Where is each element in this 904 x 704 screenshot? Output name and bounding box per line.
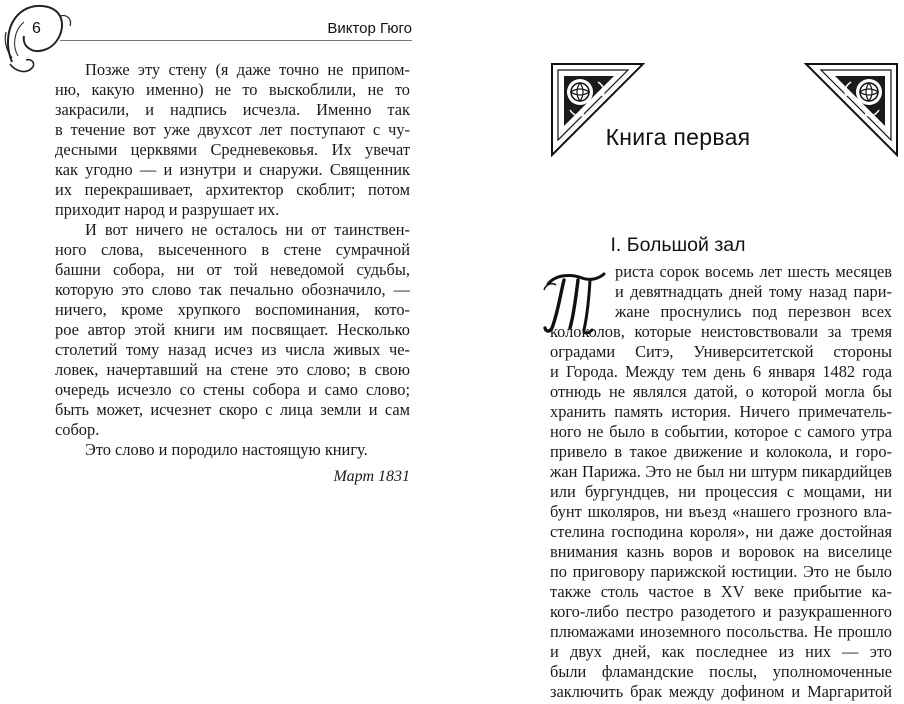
text-line: ничего, кроме хрупкого воспоминания, кото-: [55, 300, 410, 319]
text-line: хранить память история. Ничего примечатель-: [550, 402, 892, 421]
page-number: 6: [32, 20, 41, 37]
text-line: ловек, начертавший на стене это слово; в свою: [55, 360, 410, 379]
paragraph: [55, 60, 410, 220]
text-line: ню, какую именно) не то выскоблили, не то: [55, 80, 410, 99]
text-line: жан Парижа. Это не был ни штурм пикардийцев: [550, 462, 892, 481]
paragraph: [55, 220, 410, 440]
text-line: десными церквями Средневековья. Их увечат: [55, 140, 410, 159]
text-line: и двух дней, как последнее из них — это: [550, 642, 892, 661]
text-line: Позже эту стену (я даже точно не припом-: [85, 60, 410, 79]
signature-date: Март 1831: [333, 468, 410, 485]
chapter-title: I. Большой зал: [610, 234, 746, 256]
text-line: столетий тому назад исчез из числа живых че-: [55, 340, 410, 359]
text-line: были фламандские послы, уполномоченные: [550, 662, 892, 681]
paragraph: [55, 440, 410, 460]
text-line: приходит народ и разрушает их.: [55, 200, 280, 219]
header-rule: [60, 40, 412, 41]
text-line: быть может, исчезнет скоро с лица земли и сам: [55, 400, 410, 419]
text-line: Это слово и породило настоящую книгу.: [85, 440, 368, 459]
text-line: или бургундцев, ни процессия с мощами, ни: [550, 482, 892, 501]
text-line: и Города. Между тем день 6 января 1482 года: [550, 362, 892, 381]
text-line: И вот ничего не осталось ни от таинствен-: [85, 220, 410, 239]
text-line: по приговору парижской юстиции. Это не было: [550, 562, 892, 581]
running-head: Виктор Гюго: [327, 20, 412, 37]
text-line: их перекрашивает, архитектор скоблит; потом: [55, 180, 410, 199]
text-line: как угодно — и изнутри и снаружи. Священник: [55, 160, 410, 179]
text-line: собор.: [55, 420, 100, 439]
text-line: в течение вот уже двухсот лет поступают с чу-: [55, 120, 410, 139]
left-text-block: [55, 60, 410, 490]
text-line: которую это слово так печально обозначило, —: [55, 280, 410, 299]
text-line: отнюдь не являлся датой, о которой могла бы: [550, 382, 892, 401]
text-line: ного не было в событии, которое с самого утра: [550, 422, 892, 441]
text-line: очередь исчезло со стены собора и само слово;: [55, 380, 410, 399]
text-line: жане проснулись под перезвон всех: [615, 302, 892, 321]
text-line: риста сорок восемь лет шесть месяцев: [615, 262, 892, 281]
text-line: колоколов, которые неистовствовали за тремя: [550, 322, 892, 341]
text-line: и девятнадцать дней тому назад пари-: [615, 282, 892, 301]
text-line: ного слова, высеченного в стене сумрачной: [55, 240, 410, 259]
text-line: также столь частое в XV веке прибытие ка-: [550, 582, 892, 601]
text-line: оградами Ситэ, Университетской стороны: [550, 342, 892, 361]
text-line: рое автор этой книги им посвящает. Несколько: [55, 320, 410, 339]
text-line: закрасили, и надпись исчезла. Именно так: [55, 100, 410, 119]
right-page: [452, 0, 904, 704]
text-line: кого-либо пестро разодетого и разукрашенного: [550, 602, 892, 621]
text-line: бунт школяров, ни въезд «нашего грозного вла-: [550, 502, 892, 521]
book-title: Книга первая: [605, 124, 751, 150]
text-line: привело в такое движение и колокола, и горо-: [550, 442, 892, 461]
text-line: внимания казнь воров и воровок на виселице: [550, 542, 892, 561]
right-text-block: [550, 262, 892, 702]
text-line: плюмажами иноземного посольства. Не прошло: [550, 622, 892, 641]
text-line: стелина господина короля», ни даже достойная: [550, 522, 892, 541]
text-line: башни собора, ни от той неведомой судьбы,: [55, 260, 410, 279]
text-line: заключить брак между дофином и Маргаритой: [550, 682, 892, 701]
